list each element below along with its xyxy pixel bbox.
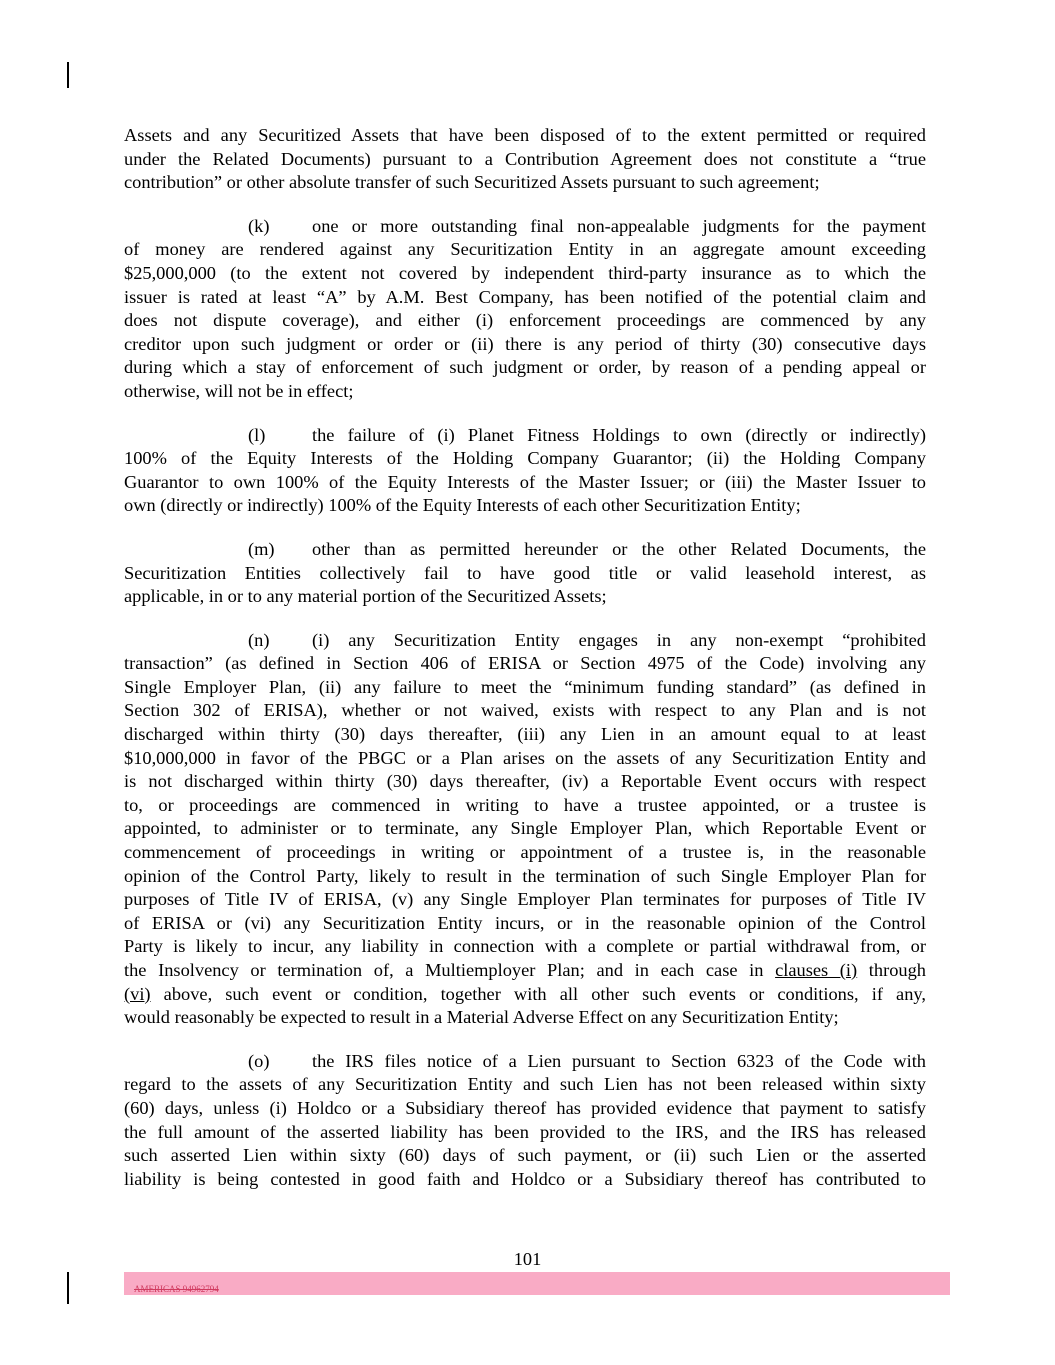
text-line: (n) (i) any Securitization Entity engages in any non-exempt “prohibited — [124, 629, 926, 653]
paragraph-label: (o) — [248, 1050, 270, 1071]
text-line: discharged within thirty (30) days thereafter, (iii) any Lien in an amount equal to at least — [124, 724, 926, 745]
text-line: of ERISA or (vi) any Securitization Entity incurs, or in the reasonable opinion of the Control — [124, 912, 926, 933]
revision-bar-bottom — [67, 1272, 69, 1304]
text-line: the Insolvency or termination of, a Multiemployer Plan; and in each case in clauses (i) through — [124, 960, 927, 980]
paragraph-continuation — [124, 124, 926, 195]
text-line: of money are rendered against any Securitization Entity in an aggregate amount exceeding — [124, 239, 926, 260]
paragraph-label: (k) — [248, 215, 270, 236]
paragraph-l — [124, 424, 926, 518]
text-line: appointed, to administer or to terminate, any Single Employer Plan, which Reportable Event or — [124, 818, 926, 839]
text-line: otherwise, will not be in effect; — [124, 380, 354, 401]
text-line: the full amount of the asserted liability has been provided to the IRS, and the IRS has released — [124, 1121, 926, 1142]
text-line: Party is likely to incur, any liability in connection with a complete or partial withdrawal from, or — [124, 936, 926, 957]
text-line: Assets and any Securitized Assets that have been disposed of to the extent permitted or required — [124, 125, 926, 145]
text-line: (k) one or more outstanding final non-appealable judgments for the payment — [124, 215, 926, 239]
text-line: would reasonably be expected to result in a Material Adverse Effect on any Securitization Entity; — [124, 1007, 839, 1028]
text-line: (o) the IRS files notice of a Lien pursuant to Section 6323 of the Code with — [124, 1050, 926, 1074]
text-line: during which a stay of enforcement of such judgment or order, by reason of a pending appeal or — [124, 357, 926, 378]
text-line: under the Related Documents) pursuant to a Contribution Agreement does not constitute a “true — [124, 148, 926, 169]
text-line: opinion of the Control Party, likely to result in the termination of such Single Employer Plan for — [124, 865, 926, 886]
revision-bar-top — [67, 62, 69, 88]
footer-band — [124, 1272, 950, 1295]
footer-document-id: AMERICAS 94962794 — [134, 1284, 219, 1294]
text-line: issuer is rated at least “A” by A.M. Best Company, has been notified of the potential claim and — [124, 286, 926, 307]
text-line: (m) other than as permitted hereunder or the other Related Documents, the — [124, 538, 926, 562]
text-line: Guarantor to own 100% of the Equity Interests of the Master Issuer; or (iii) the Master Issuer to — [124, 471, 926, 492]
underlined-reference: (vi) — [124, 983, 151, 1004]
text-line: to, or proceedings are commenced in writing to have a trustee appointed, or a trustee is — [124, 794, 926, 815]
page-number: 101 — [513, 1249, 542, 1269]
paragraph-m — [124, 538, 926, 609]
paragraph-label: (l) — [248, 424, 266, 445]
paragraph-n — [124, 629, 926, 1030]
text-line: creditor upon such judgment or order or (ii) there is any period of thirty (30) consecutive days — [124, 333, 926, 354]
text-line: 100% of the Equity Interests of the Holding Company Guarantor; (ii) the Holding Company — [124, 448, 926, 469]
paragraph-label: (n) — [248, 629, 270, 650]
text-line: purposes of Title IV of ERISA, (v) any Single Employer Plan terminates for purposes of Title IV — [124, 889, 926, 910]
underlined-reference: clauses (i) — [775, 960, 858, 980]
text-line: $25,000,000 (to the extent not covered by independent third-party insurance as to which the — [124, 262, 926, 283]
text-line: does not dispute coverage), and either (i) enforcement proceedings are commenced by any — [124, 310, 926, 331]
paragraph-o — [124, 1050, 926, 1192]
text-line: contribution” or other absolute transfer of such Securitized Assets pursuant to such agreement; — [124, 172, 820, 193]
text-line: (l) the failure of (i) Planet Fitness Holdings to own (directly or indirectly) — [124, 424, 926, 448]
paragraph-label: (m) — [248, 538, 275, 559]
text-line: commencement of proceedings in writing or appointment of a trustee is, in the reasonable — [124, 842, 926, 863]
paragraph-k — [124, 215, 926, 404]
text-line: Securitization Entities collectively fail to have good title or valid leasehold interest, as — [124, 562, 926, 583]
text-line: Section 302 of ERISA), whether or not waived, exists with respect to any Plan and is not — [124, 700, 926, 721]
text-line: regard to the assets of any Securitization Entity and such Lien has not been released within sixty — [124, 1074, 926, 1095]
text-line: (60) days, unless (i) Holdco or a Subsidiary thereof has provided evidence that payment to satisfy — [124, 1097, 926, 1118]
text-line: is not discharged within thirty (30) days thereafter, (iv) a Reportable Event occurs with respect — [124, 771, 926, 792]
text-line: liability is being contested in good faith and Holdco or a Subsidiary thereof has contributed to — [124, 1168, 926, 1189]
text-line: $10,000,000 in favor of the PBGC or a Plan arises on the assets of any Securitization Entity and — [124, 747, 926, 768]
text-line: (vi) above, such event or condition, together with all other such events or conditions, if any, — [124, 983, 926, 1004]
text-line: applicable, in or to any material portion of the Securitized Assets; — [124, 586, 607, 607]
text-line: such asserted Lien within sixty (60) days of such payment, or (ii) such Lien or the asserted — [124, 1145, 926, 1166]
text-line: Single Employer Plan, (ii) any failure to meet the “minimum funding standard” (as defined in — [124, 676, 926, 697]
text-line: transaction” (as defined in Section 406 of ERISA or Section 4975 of the Code) involving any — [124, 653, 926, 674]
document-body — [124, 124, 926, 1191]
text-line: own (directly or indirectly) 100% of the Equity Interests of each other Securitization Entity; — [124, 495, 801, 516]
